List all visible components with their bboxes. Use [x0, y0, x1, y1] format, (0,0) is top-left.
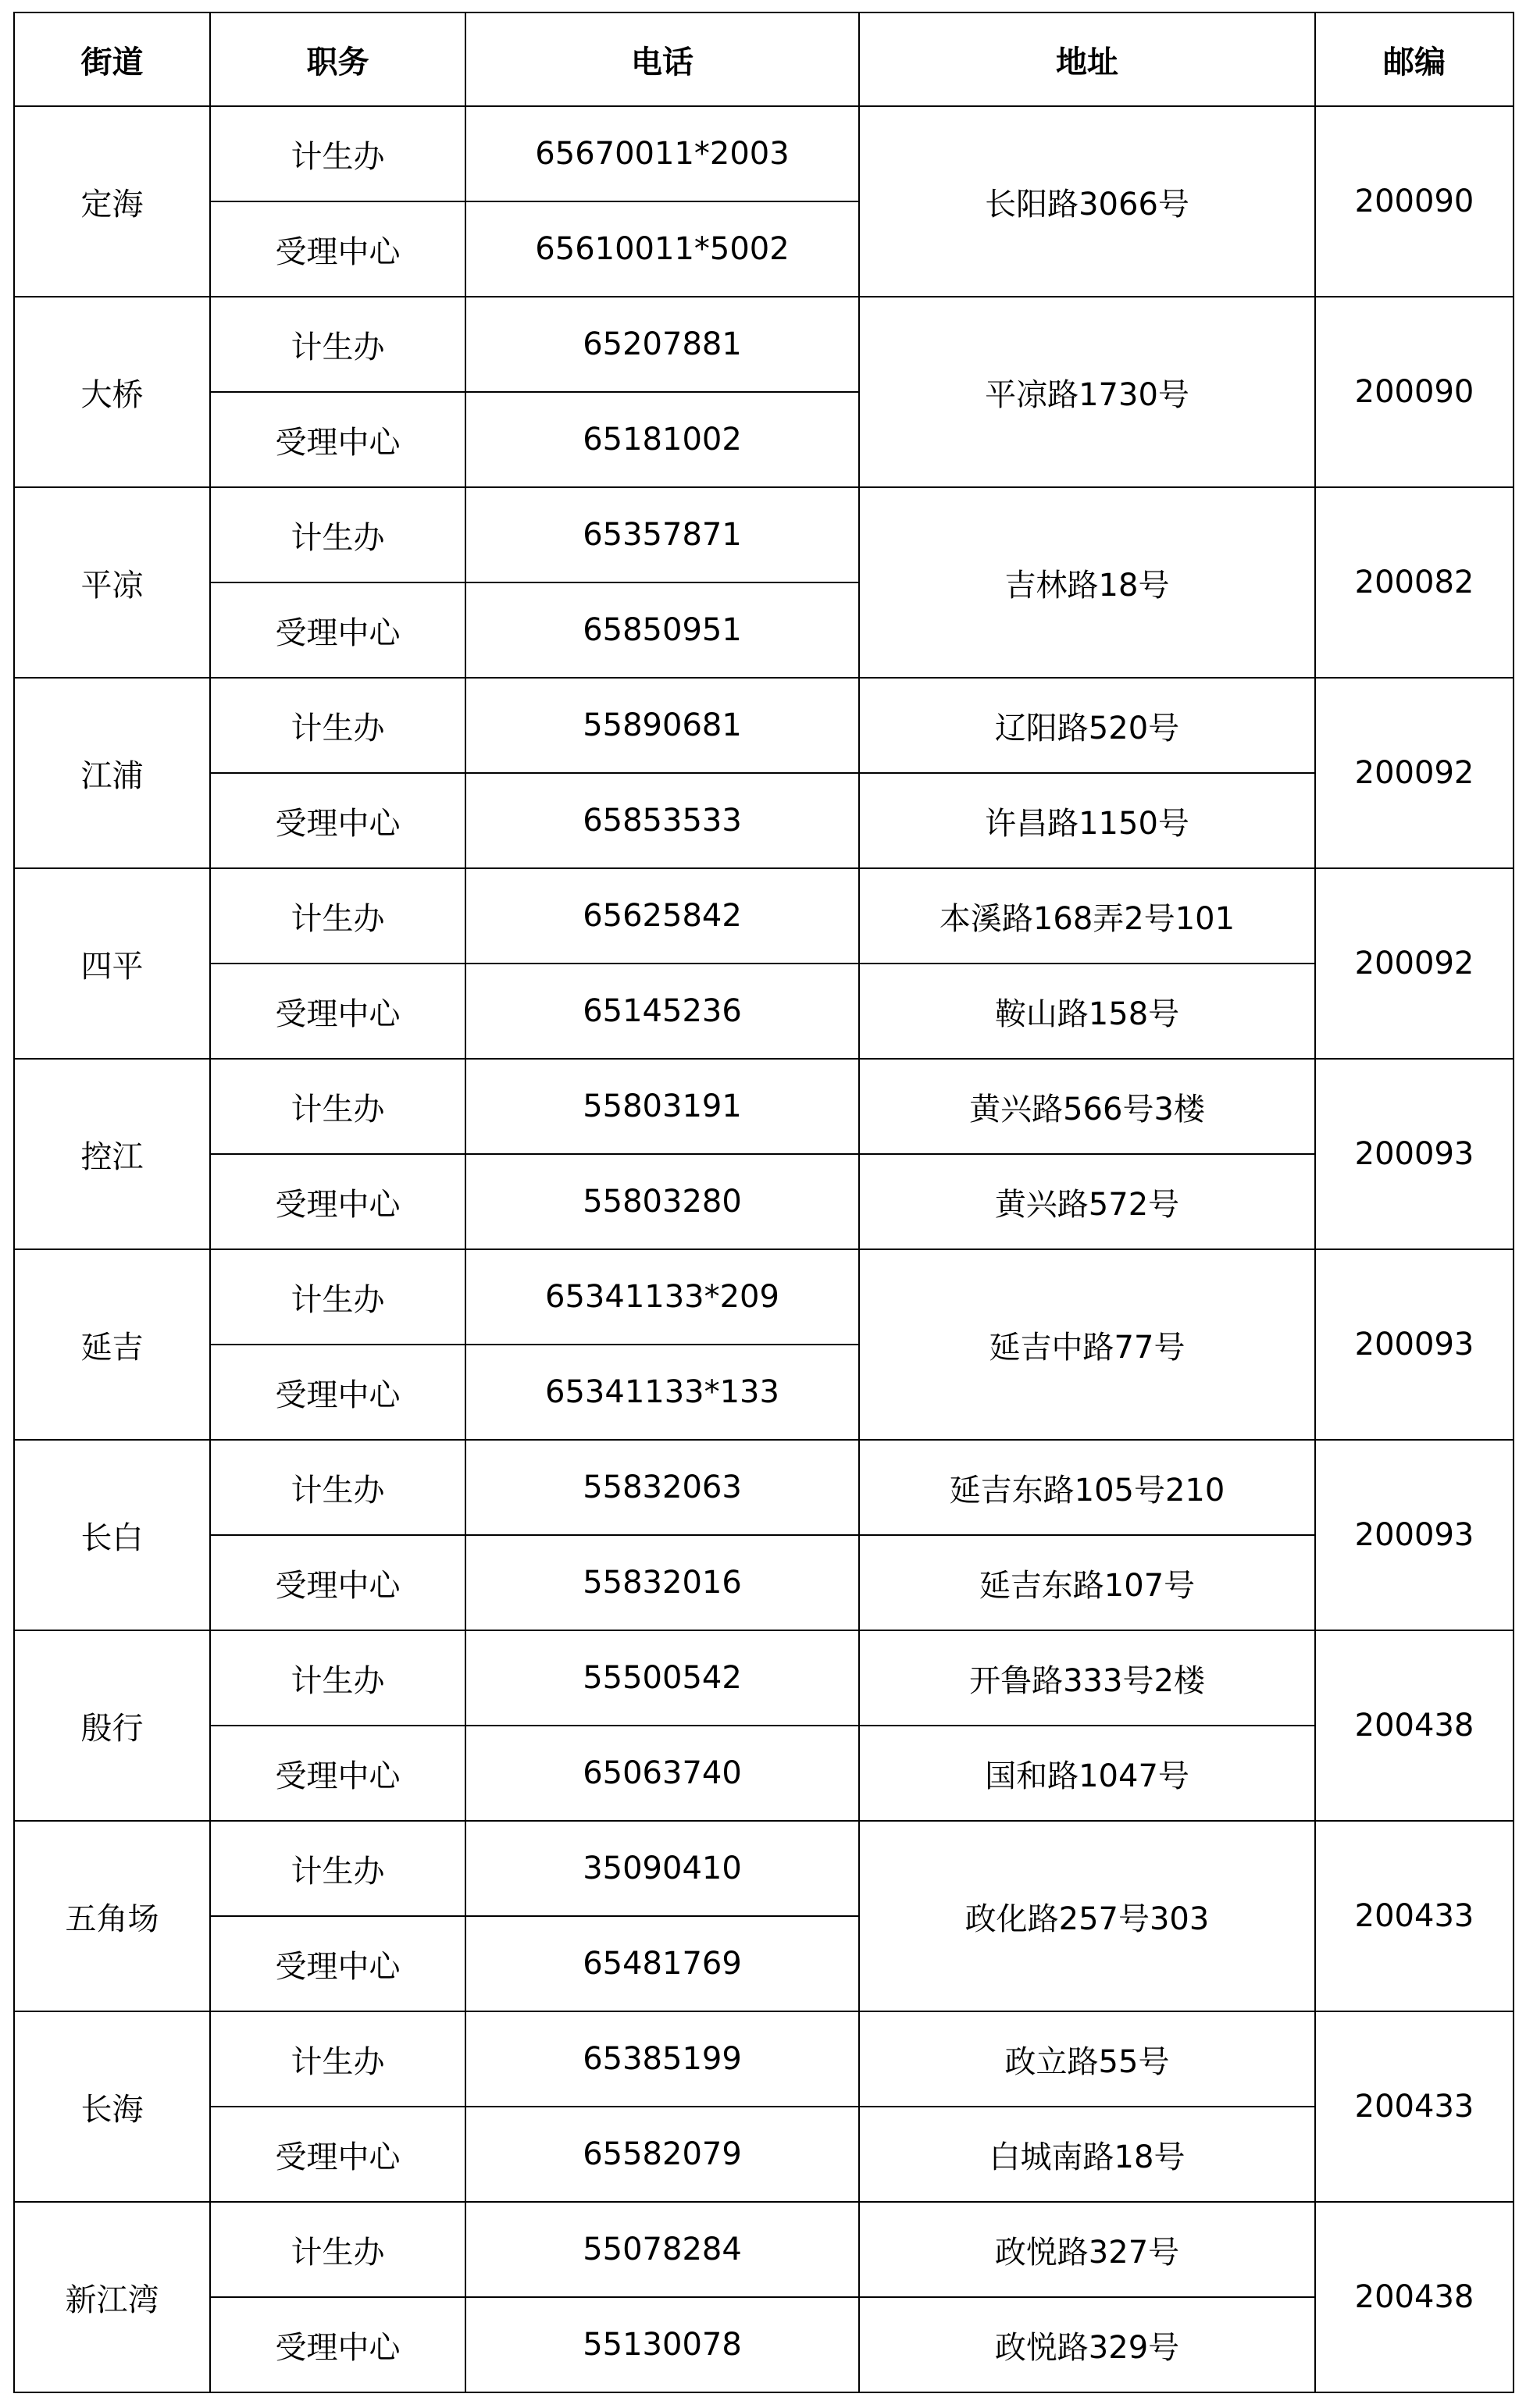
street-cell: 控江	[14, 1059, 210, 1249]
phone-cell: 55500542	[465, 1630, 859, 1726]
address-cell: 国和路1047号	[859, 1726, 1315, 1821]
role-cell: 计生办	[210, 868, 465, 964]
address-cell: 政悦路329号	[859, 2297, 1315, 2392]
table-header	[14, 12, 1514, 106]
role-cell: 计生办	[210, 487, 465, 582]
role-cell: 受理中心	[210, 964, 465, 1059]
table-row	[14, 1440, 1514, 1535]
address-cell: 白城南路18号	[859, 2107, 1315, 2202]
header-zip: 邮编	[1315, 12, 1514, 106]
zip-cell: 200093	[1315, 1059, 1514, 1249]
table-row	[14, 487, 1514, 582]
zip-cell: 200433	[1315, 2011, 1514, 2202]
phone-cell: 65207881	[465, 297, 859, 392]
table-row	[14, 1535, 1514, 1630]
address-cell: 吉林路18号	[859, 487, 1315, 678]
address-cell: 黄兴路572号	[859, 1154, 1315, 1249]
address-cell: 开鲁路333号2楼	[859, 1630, 1315, 1726]
phone-cell: 65670011*2003	[465, 106, 859, 201]
street-cell: 长白	[14, 1440, 210, 1630]
phone-cell: 65063740	[465, 1726, 859, 1821]
phone-cell: 65341133*209	[465, 1249, 859, 1345]
table-row	[14, 1630, 1514, 1726]
table-row	[14, 678, 1514, 773]
role-cell: 受理中心	[210, 1916, 465, 2011]
role-cell: 计生办	[210, 678, 465, 773]
zip-cell: 200092	[1315, 868, 1514, 1059]
role-cell: 受理中心	[210, 201, 465, 297]
address-cell: 政立路55号	[859, 2011, 1315, 2107]
phone-cell: 65481769	[465, 1916, 859, 2011]
street-cell: 殷行	[14, 1630, 210, 1821]
zip-cell: 200082	[1315, 487, 1514, 678]
phone-cell: 55803280	[465, 1154, 859, 1249]
phone-cell: 55832016	[465, 1535, 859, 1630]
phone-cell: 55078284	[465, 2202, 859, 2297]
table-row	[14, 1249, 1514, 1345]
zip-cell: 200093	[1315, 1249, 1514, 1440]
role-cell: 受理中心	[210, 1535, 465, 1630]
role-cell: 受理中心	[210, 2107, 465, 2202]
header-street: 街道	[14, 12, 210, 106]
table-body	[14, 106, 1514, 2392]
phone-cell: 65610011*5002	[465, 201, 859, 297]
phone-cell: 65850951	[465, 582, 859, 678]
role-cell: 计生办	[210, 1821, 465, 1916]
address-cell: 延吉中路77号	[859, 1249, 1315, 1440]
role-cell: 受理中心	[210, 392, 465, 487]
table-row	[14, 2011, 1514, 2107]
role-cell: 受理中心	[210, 2297, 465, 2392]
role-cell: 计生办	[210, 297, 465, 392]
street-cell: 五角场	[14, 1821, 210, 2011]
street-cell: 定海	[14, 106, 210, 297]
header-address: 地址	[859, 12, 1315, 106]
phone-cell: 65853533	[465, 773, 859, 868]
role-cell: 受理中心	[210, 773, 465, 868]
table-row	[14, 2202, 1514, 2297]
zip-cell: 200093	[1315, 1440, 1514, 1630]
table-row	[14, 2297, 1514, 2392]
zip-cell: 200438	[1315, 1630, 1514, 1821]
address-cell: 辽阳路520号	[859, 678, 1315, 773]
table-row	[14, 1821, 1514, 1916]
contact-table	[13, 12, 1514, 2393]
role-cell: 受理中心	[210, 1154, 465, 1249]
table-row	[14, 964, 1514, 1059]
address-cell: 本溪路168弄2号101	[859, 868, 1315, 964]
table-row	[14, 868, 1514, 964]
phone-cell: 65357871	[465, 487, 859, 582]
table-row	[14, 773, 1514, 868]
phone-cell: 55832063	[465, 1440, 859, 1535]
address-cell: 政化路257号303	[859, 1821, 1315, 2011]
role-cell: 计生办	[210, 1440, 465, 1535]
table-row	[14, 1059, 1514, 1154]
street-cell: 四平	[14, 868, 210, 1059]
address-cell: 许昌路1150号	[859, 773, 1315, 868]
address-cell: 鞍山路158号	[859, 964, 1315, 1059]
phone-cell: 35090410	[465, 1821, 859, 1916]
zip-cell: 200433	[1315, 1821, 1514, 2011]
phone-cell: 65582079	[465, 2107, 859, 2202]
phone-cell: 65145236	[465, 964, 859, 1059]
street-cell: 大桥	[14, 297, 210, 487]
street-cell: 新江湾	[14, 2202, 210, 2392]
table-row	[14, 1154, 1514, 1249]
role-cell: 计生办	[210, 1249, 465, 1345]
role-cell: 计生办	[210, 106, 465, 201]
table-row	[14, 297, 1514, 392]
street-cell: 延吉	[14, 1249, 210, 1440]
address-cell: 延吉东路107号	[859, 1535, 1315, 1630]
street-cell: 平凉	[14, 487, 210, 678]
phone-cell: 65181002	[465, 392, 859, 487]
address-cell: 黄兴路566号3楼	[859, 1059, 1315, 1154]
zip-cell: 200438	[1315, 2202, 1514, 2392]
phone-cell: 55890681	[465, 678, 859, 773]
header-phone: 电话	[465, 12, 859, 106]
street-cell: 长海	[14, 2011, 210, 2202]
phone-cell: 65625842	[465, 868, 859, 964]
table-row	[14, 106, 1514, 201]
address-cell: 政悦路327号	[859, 2202, 1315, 2297]
role-cell: 计生办	[210, 1630, 465, 1726]
address-cell: 延吉东路105号210	[859, 1440, 1315, 1535]
role-cell: 计生办	[210, 2202, 465, 2297]
header-row	[14, 12, 1514, 106]
role-cell: 受理中心	[210, 1726, 465, 1821]
zip-cell: 200090	[1315, 297, 1514, 487]
zip-cell: 200090	[1315, 106, 1514, 297]
table-row	[14, 2107, 1514, 2202]
phone-cell: 65385199	[465, 2011, 859, 2107]
phone-cell: 55130078	[465, 2297, 859, 2392]
phone-cell: 55803191	[465, 1059, 859, 1154]
phone-cell: 65341133*133	[465, 1345, 859, 1440]
street-cell: 江浦	[14, 678, 210, 868]
address-cell: 平凉路1730号	[859, 297, 1315, 487]
table-row	[14, 1726, 1514, 1821]
zip-cell: 200092	[1315, 678, 1514, 868]
role-cell: 计生办	[210, 1059, 465, 1154]
role-cell: 受理中心	[210, 582, 465, 678]
role-cell: 计生办	[210, 2011, 465, 2107]
address-cell: 长阳路3066号	[859, 106, 1315, 297]
role-cell: 受理中心	[210, 1345, 465, 1440]
header-role: 职务	[210, 12, 465, 106]
